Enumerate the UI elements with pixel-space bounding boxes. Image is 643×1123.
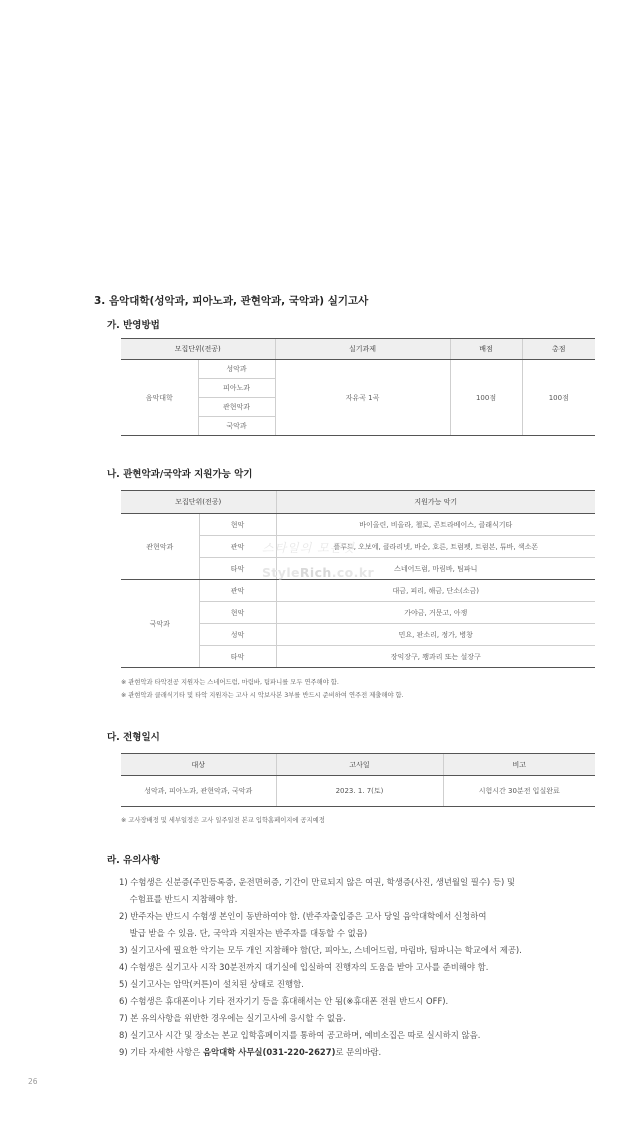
instrument-type-cell: 성악 [199, 624, 276, 646]
watermark-brand-c: .co.kr [331, 565, 375, 580]
department-cell: 관현악과 [121, 514, 199, 580]
task-cell: 자유곡 1곡 [275, 360, 450, 436]
subsection-title-notices: 라. 유의사항 [107, 855, 160, 866]
instrument-type-cell: 현악 [199, 514, 276, 536]
header-date: 고사일 [276, 754, 443, 776]
notice-item: 발급 받을 수 있음. 단, 국악과 지원자는 반주자를 대동할 수 없음) [119, 928, 368, 938]
header-instruments: 지원가능 악기 [276, 491, 595, 514]
contact-post: 로 문의바람. [335, 1047, 382, 1057]
instruments-note: ※ 관현악과 클래식기타 및 타악 지원자는 고사 시 악보사본 3부를 반드시 준비하여 연주전 제출해야 함. [121, 692, 404, 699]
college-cell: 음악대학 [121, 360, 198, 436]
total-cell: 100점 [522, 360, 595, 436]
instrument-list-cell: 스네어드럼, 마림바, 팀파니 [276, 558, 595, 580]
reflection-method-table [121, 338, 595, 436]
notice-item: 6) 수험생은 휴대폰이나 기타 전자기기 등을 휴대해서는 안 됨(※휴대폰 전원 반드시 OFF). [119, 996, 449, 1006]
subsection-title-method: 가. 반영방법 [107, 320, 160, 331]
header-unit: 모집단위(전공) [121, 339, 275, 360]
notice-item: 1) 수험생은 신분증(주민등록증, 운전면허증, 기간이 만료되지 않은 여권, 학생증(사진, 생년월일 필수) 등) 및 [119, 877, 515, 887]
instrument-list-cell: 민요, 판소리, 정가, 병창 [276, 624, 595, 646]
notice-item-contact [119, 1046, 381, 1058]
contact-office: 음악대학 사무실(031-220-2627) [202, 1047, 336, 1057]
subsection-title-schedule: 다. 전형일시 [107, 732, 160, 743]
watermark-script: 스타일의 모든것 [262, 541, 355, 555]
notice-item: 4) 수험생은 실기고사 시작 30분전까지 대기실에 입실하여 진행자의 도움을 받아 고사를 준비해야 함. [119, 962, 489, 972]
section-title: 3. 음악대학(성악과, 피아노과, 관현악과, 국악과) 실기고사 [94, 295, 369, 307]
watermark-logo [262, 565, 374, 580]
watermark-brand-a: Style [262, 565, 300, 580]
instruments-note: ※ 관현악과 타악전공 지원자는 스네어드럼, 마림바, 팀파니를 모두 연주해야 함. [121, 679, 339, 686]
notice-item: 7) 본 유의사항을 위반한 경우에는 실기고사에 응시할 수 없음. [119, 1013, 346, 1023]
subsection-title-instruments: 나. 관현악과/국악과 지원가능 악기 [107, 469, 253, 480]
department-cell: 국악과 [121, 580, 199, 668]
schedule-table [121, 753, 595, 807]
instrument-list-cell: 플루트, 오보에, 클라리넷, 바순, 호른, 트럼펫, 트럼본, 튜바, 색소폰 [276, 536, 595, 558]
watermark-brand-b: Rich [299, 565, 332, 580]
header-total: 총점 [522, 339, 595, 360]
instrument-list-cell: 바이올린, 비올라, 첼로, 콘트라베이스, 클래식기타 [276, 514, 595, 536]
instrument-list-cell: 장익장구, 꽹과리 또는 설장구 [276, 646, 595, 668]
header-score: 배점 [450, 339, 522, 360]
instrument-list-cell: 가야금, 거문고, 아쟁 [276, 602, 595, 624]
instrument-type-cell: 관악 [199, 580, 276, 602]
instrument-type-cell: 현악 [199, 602, 276, 624]
schedule-note: ※ 고사장배정 및 세부일정은 고사 일주일전 본교 입학홈페이지에 공지예정 [121, 817, 325, 824]
notice-item: 5) 실기고사는 암막(커튼)이 설치된 상태로 진행함. [119, 979, 304, 989]
date-cell: 2023. 1. 7(토) [276, 776, 443, 807]
notice-item: 2) 반주자는 반드시 수험생 본인이 동반하여야 함. (반주자출입증은 고사 당일 음악대학에서 신청하여 [119, 911, 487, 921]
notice-item: 3) 실기고사에 필요한 악기는 모두 개인 지참해야 함(단, 피아노, 스네어드럼, 마림바, 팀파니는 학교에서 제공). [119, 945, 522, 955]
instrument-type-cell: 타악 [199, 646, 276, 668]
page-number: 26 [28, 1077, 38, 1086]
instrument-type-cell: 타악 [199, 558, 276, 580]
major-cell: 성악과 [198, 360, 275, 379]
instrument-list-cell: 대금, 피리, 해금, 단소(소금) [276, 580, 595, 602]
score-cell: 100점 [450, 360, 522, 436]
target-cell: 성악과, 피아노과, 관현악과, 국악과 [121, 776, 276, 807]
major-cell: 피아노과 [198, 379, 275, 398]
major-cell: 국악과 [198, 417, 275, 436]
major-cell: 관현악과 [198, 398, 275, 417]
remarks-cell: 시험시간 30분전 입실완료 [443, 776, 595, 807]
contact-pre: 9) 기타 자세한 사항은 [119, 1047, 203, 1057]
header-target: 대상 [121, 754, 276, 776]
notice-item: 수험표를 반드시 지참해야 함. [119, 894, 238, 904]
header-task: 실기과제 [275, 339, 450, 360]
header-unit: 모집단위(전공) [121, 491, 276, 514]
notice-item: 8) 실기고사 시간 및 장소는 본교 입학홈페이지를 통하여 공고하며, 예비소집은 따로 실시하지 않음. [119, 1030, 481, 1040]
header-remarks: 비고 [443, 754, 595, 776]
instrument-type-cell: 관악 [199, 536, 276, 558]
